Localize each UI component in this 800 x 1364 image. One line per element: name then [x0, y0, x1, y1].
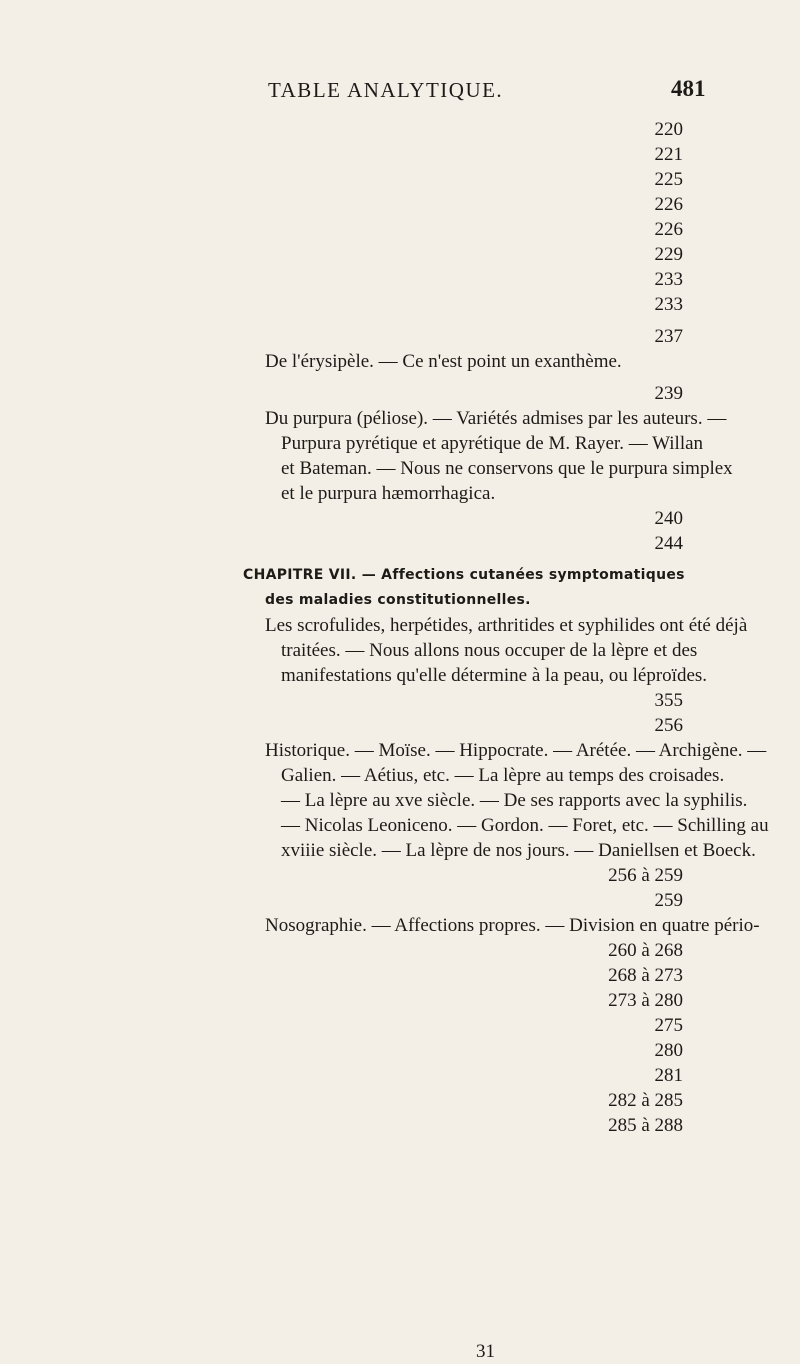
toc-entry-page: 268 à 273	[0, 963, 683, 988]
toc-entry-label: Purpura pyrétique et apyrétique de M. Rayer. — Willan	[281, 433, 704, 454]
toc-entry-label: xviiie siècle. — La lèpre de nos jours. — Daniellsen et Boeck.	[281, 840, 756, 861]
toc-entry-label: Les scrofulides, herpétides, arthritides et syphilides ont été déjà	[265, 615, 748, 636]
toc-entry	[0, 638, 800, 663]
toc-entry	[0, 713, 800, 738]
toc-entry-label: traitées. — Nous allons nous occuper de la lèpre et des	[281, 640, 698, 661]
toc-entry	[0, 588, 800, 613]
toc-entry-label: — Nicolas Leoniceno. — Gordon. — Foret, etc. — Schilling au	[281, 815, 769, 836]
running-title: TABLE ANALYTIQUE.	[268, 78, 504, 102]
toc-entry-page: 229	[0, 242, 683, 267]
toc-entry-label: CHAPITRE VII. — Affections cutanées symptomatiques	[243, 567, 685, 583]
toc-entry	[0, 663, 800, 688]
toc-entry-page: 256	[0, 713, 683, 738]
toc-entry-page: 233	[0, 292, 683, 317]
toc-entry	[0, 763, 800, 788]
toc-entry	[0, 838, 800, 863]
toc-entry	[0, 938, 800, 963]
toc-entry-page: 225	[0, 167, 683, 192]
table-of-contents	[0, 117, 800, 1138]
toc-entry-page: 282 à 285	[0, 1088, 683, 1113]
toc-entry-label: Galien. — Aétius, etc. — La lèpre au temps des croisades.	[281, 765, 725, 786]
toc-entry	[0, 1038, 800, 1063]
toc-entry	[0, 988, 800, 1013]
toc-entry	[0, 613, 800, 638]
page-header	[0, 78, 800, 108]
toc-entry	[0, 431, 800, 456]
toc-entry	[0, 1013, 800, 1038]
toc-entry	[0, 963, 800, 988]
signature-mark: 31	[476, 1341, 495, 1362]
toc-entry-label: des maladies constitutionnelles.	[265, 592, 531, 608]
toc-entry-page: 275	[0, 1013, 683, 1038]
toc-entry	[0, 242, 800, 267]
toc-entry	[0, 117, 800, 142]
toc-entry	[0, 863, 800, 888]
toc-entry	[0, 506, 800, 531]
page-number: 481	[671, 76, 706, 101]
toc-entry-page: 244	[0, 531, 683, 556]
toc-entry	[0, 531, 800, 556]
toc-entry-page: 237	[0, 324, 683, 349]
toc-entry-page: 226	[0, 192, 683, 217]
toc-entry	[0, 1113, 800, 1138]
toc-entry	[0, 167, 800, 192]
toc-entry-label: Du purpura (péliose). — Variétés admises par les auteurs. —	[265, 408, 727, 429]
toc-entry	[0, 563, 800, 588]
toc-entry-page: 355	[0, 688, 683, 713]
toc-entry	[0, 1063, 800, 1088]
toc-entry-label: manifestations qu'elle détermine à la peau, ou léproïdes.	[281, 665, 708, 686]
toc-entry	[0, 888, 800, 913]
toc-entry-label: Nosographie. — Affections propres. — Division en quatre pério-	[265, 915, 760, 936]
toc-entry-label: — La lèpre au xve siècle. — De ses rapports avec la syphilis.	[281, 790, 748, 811]
toc-entry	[0, 381, 800, 406]
toc-entry-label: Historique. — Moïse. — Hippocrate. — Arétée. — Archigène. —	[265, 740, 767, 761]
toc-entry	[0, 142, 800, 167]
toc-entry-page: 226	[0, 217, 683, 242]
toc-entry	[0, 324, 800, 349]
toc-entry	[0, 292, 800, 317]
toc-entry	[0, 349, 800, 374]
toc-entry-label: et Bateman. — Nous ne conservons que le purpura simplex	[281, 458, 733, 479]
toc-entry	[0, 688, 800, 713]
toc-entry	[0, 406, 800, 431]
toc-entry-page: 256 à 259	[0, 863, 683, 888]
toc-entry	[0, 267, 800, 292]
toc-entry-page: 221	[0, 142, 683, 167]
toc-entry-page: 233	[0, 267, 683, 292]
toc-entry	[0, 738, 800, 763]
toc-entry-page: 220	[0, 117, 683, 142]
toc-entry	[0, 217, 800, 242]
toc-entry	[0, 788, 800, 813]
toc-entry	[0, 456, 800, 481]
toc-entry	[0, 913, 800, 938]
toc-entry-page: 240	[0, 506, 683, 531]
toc-entry-page: 285 à 288	[0, 1113, 683, 1138]
toc-entry-page: 281	[0, 1063, 683, 1088]
toc-entry-page: 259	[0, 888, 683, 913]
toc-entry-label: et le purpura hæmorrhagica.	[281, 483, 496, 504]
toc-entry	[0, 481, 800, 506]
toc-entry-page: 239	[0, 381, 683, 406]
toc-entry	[0, 1088, 800, 1113]
toc-entry-label: De l'érysipèle. — Ce n'est point un exanthème.	[265, 351, 622, 372]
toc-entry	[0, 192, 800, 217]
toc-entry-page: 280	[0, 1038, 683, 1063]
toc-entry-page: 260 à 268	[0, 938, 683, 963]
toc-entry-page: 273 à 280	[0, 988, 683, 1013]
toc-entry	[0, 813, 800, 838]
